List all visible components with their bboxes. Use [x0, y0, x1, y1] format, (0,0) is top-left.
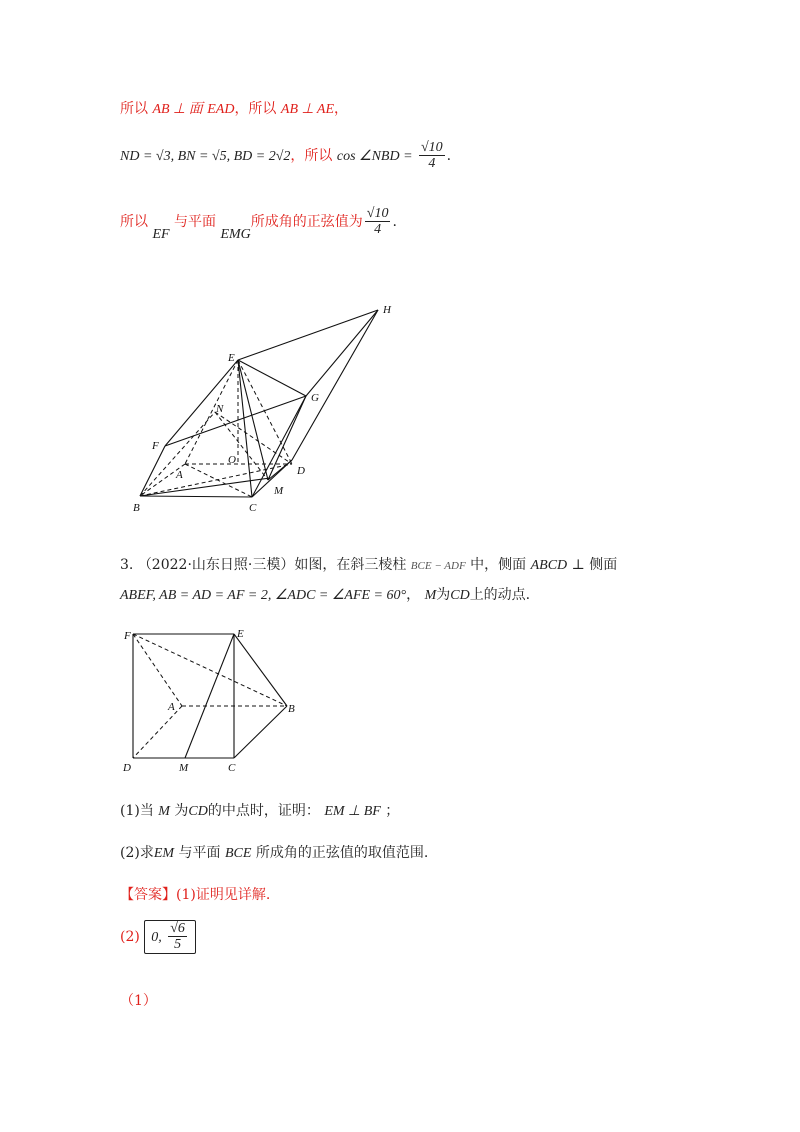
text: (2)求 — [120, 845, 154, 861]
problem-3-line-2 — [120, 584, 530, 604]
math: EAD — [207, 102, 235, 117]
numerator: √10 — [366, 206, 389, 221]
numerator: √6 — [170, 921, 185, 936]
math: EM — [153, 846, 175, 861]
label-f: F — [152, 440, 159, 452]
text: 的中点时，证明： — [207, 803, 320, 819]
label-c2: C — [228, 762, 236, 774]
text: . — [446, 147, 452, 164]
math: cos ∠NBD = — [336, 148, 413, 164]
label-m: M — [274, 485, 284, 497]
math: CD — [450, 588, 470, 603]
text: 为 — [436, 587, 451, 603]
label-a: A — [176, 469, 183, 481]
math: AB ⊥ AE — [280, 102, 335, 117]
text: 为 — [174, 803, 189, 819]
label-c: C — [249, 502, 257, 514]
math: BCE − ADF — [410, 560, 466, 572]
label-d: D — [297, 465, 305, 477]
solution-part-1-label — [120, 990, 157, 1010]
label-f2: F — [124, 630, 131, 642]
label-h: H — [383, 304, 391, 316]
text: . — [392, 213, 397, 230]
figure-1-geometry — [120, 295, 420, 520]
line-cos-nbd — [120, 140, 451, 172]
math: M — [424, 588, 437, 603]
label-n: N — [216, 403, 224, 415]
answer-tag: 【答案】 — [120, 887, 176, 903]
label-e2: E — [237, 628, 244, 640]
text: 中，侧面 — [470, 557, 527, 573]
math: M — [158, 804, 170, 819]
text: 上的动点. — [469, 587, 531, 603]
fraction — [168, 921, 187, 953]
question-2 — [120, 842, 428, 862]
interval — [144, 920, 196, 954]
math: BCE — [224, 846, 252, 861]
math: ABCD — [530, 558, 568, 573]
text: (2) — [120, 928, 140, 945]
math: CD — [188, 804, 208, 819]
answer-line — [120, 884, 270, 904]
text: 所成角的正弦值的取值范围. — [255, 845, 429, 861]
text: 所成角的正弦值为 — [250, 213, 363, 230]
text: ， — [334, 101, 349, 117]
math: ND = √3, BN = √5, BD = 2√2 — [120, 148, 291, 164]
label-a2: A — [168, 701, 175, 713]
problem-number: 3. — [120, 557, 134, 573]
question-1 — [120, 800, 399, 820]
fraction — [365, 206, 391, 238]
text: ； — [385, 803, 400, 819]
line-sine-result — [120, 206, 397, 242]
math: EM ⊥ BF — [324, 804, 381, 819]
denominator: 4 — [374, 222, 382, 238]
math: EF — [152, 226, 170, 242]
text: 与平面 — [178, 845, 221, 861]
answer-part-2 — [120, 920, 196, 954]
math: ABEF, AB = AD = AF = 2, ∠ADC = ∠AFE = 60° — [120, 588, 407, 603]
figure-2-geometry — [120, 625, 310, 775]
label-g: G — [311, 392, 319, 404]
text: (1)证明见详解. — [176, 887, 271, 903]
problem-source: （2022·山东日照·三模） — [137, 557, 295, 573]
label-e: E — [228, 352, 235, 364]
text: （1） — [120, 993, 157, 1009]
label-o: O — [228, 454, 236, 466]
text: 与平面 — [174, 213, 217, 230]
line-ab-perp-plane — [120, 98, 348, 118]
text: (1)当 — [120, 803, 154, 819]
text: ， — [406, 587, 421, 603]
text: ，所以 — [290, 147, 333, 164]
label-b2: B — [288, 703, 295, 715]
text: ⊥ 侧面 — [571, 557, 618, 573]
denominator: 4 — [428, 156, 436, 172]
math: 0, — [151, 929, 162, 945]
text: ，所以 — [234, 101, 277, 117]
denominator: 5 — [174, 937, 182, 953]
math: EMG — [220, 226, 251, 242]
numerator: √10 — [420, 140, 443, 155]
text: 所以 — [120, 101, 148, 117]
label-d2: D — [123, 762, 131, 774]
math: AB ⊥ 面 — [152, 102, 203, 117]
problem-3-line-1 — [120, 554, 617, 574]
label-m2: M — [179, 762, 189, 774]
fraction — [419, 140, 445, 172]
label-b: B — [133, 502, 140, 514]
text: 如图，在斜三棱柱 — [294, 557, 407, 573]
text: 所以 — [120, 213, 148, 230]
